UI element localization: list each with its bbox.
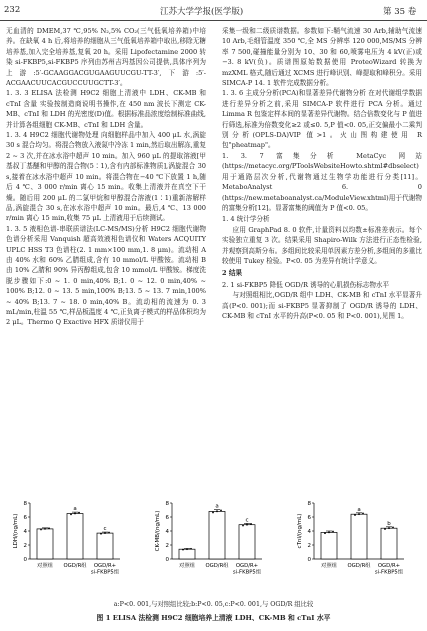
right-col-block-1: 1. 3. 6 主成分分析(PCA)和显著差异代谢物分析 在对代谢组学数据进行差异分析之前,采用 SIMCA-P 软件进行 PCA 分析。通过 Limma R 包鉴定样本间的显著差异代谢物。结合倍数变化与 P 值进行筛选,标准为倍数变化≥2 或≤0. 5,P 值<0. 05,正交偏最小二乘判别分析(OPLS-DA)VIP 值>1。火山图构建使用 R 包"pheatmap"。 bbox=[222, 89, 422, 150]
data-point bbox=[100, 533, 102, 535]
data-point bbox=[48, 527, 50, 529]
left-col-block-1: 1. 3. 3 ELISA 法检测 H9C2 细胞上清液中 LDH、CK-MB 和 cTnI 含量 实验按制造商说明书操作,在 450 nm 波长下测定 CK-MB、cTnI 和 LDH 的光密度(D)值。根据标准品浓度绘制标准曲线,并计算各组细胞 CK-MB、cTnI 和 LDH 含量。 bbox=[6, 89, 206, 129]
data-point bbox=[190, 548, 192, 550]
x-tick-label: 对照组 bbox=[179, 563, 195, 569]
right-col-block-3: 1. 4 统计学分析 bbox=[222, 215, 270, 224]
data-point bbox=[212, 512, 214, 514]
x-tick-label: si-FKBP5组 bbox=[232, 569, 262, 576]
data-point bbox=[388, 527, 390, 529]
bar bbox=[351, 514, 367, 559]
data-point bbox=[332, 531, 334, 533]
data-point bbox=[74, 513, 76, 515]
data-point bbox=[70, 513, 72, 515]
data-point bbox=[78, 512, 80, 514]
x-tick-label: OGD/R组 bbox=[347, 563, 371, 569]
y-tick-label: 2 bbox=[165, 543, 169, 549]
left-col-block-3: 1. 3. 5 液相色谱-串联质谱法(LC-MS/MS)分析 H9C2 细胞代谢物 色谱分析采用 Vanquish 超高效液相色谱仪和 Waters ACQUITY UPLC HSS T3 色谱柱(2. 1 mm×100 mm,1. 8 μm)。流动相 A 由 40% 水和 60% 乙腈组成,含有 10 mmol/L 甲酸铵。流动相 B 由 10% 乙腈和 90% 异丙醇组成,包含 10 mmol/L 甲酸铵。梯度洗脱步骤如下:0 ~ 1. 0 min,40% B;1. 0 ~ 12. 0 min,40% ~ 100% B;12. 0 ~ 13. 5 min,100% B;13. 5 ~ 13. 7 min,100% ~ 40% B;13. 7 ~ 18. 0 min,40% B。流动相的流速为 0. 3 mL/min,柱温 55 ℃,样品板温度 4 ℃,正负离子模式的样品体积均为 2 μL。Thermo Q Exactive HFX 质谱仪用于 bbox=[6, 224, 206, 327]
figure-footnote: a:P<0. 001,与对照组比较;b:P<0. 05,c:P<0. 001,与 OGD/R 组比较 bbox=[113, 601, 314, 608]
left-col-block-2: 1. 3. 4 H9C2 细胞代谢物处理 向细胞样品中加入 400 μL 水,涡旋 30 s 混合均匀。将混合物放入液氮中冷冻 1 min,然后取出解冻,重复 2 ~ 3 次,并在冰水浴中超声 10 min。加入 960 μL 的提取溶液[甲基叔丁基醚和甲醇的混合物(5∶1),含有内部标准物质],涡旋混合 30 s,接着在冰水浴中超声 10 min。将混合物在−40 ℃下放置 1 h,随后 4 ℃、3 000 r/min 离心 15 min。收集上清液并在真空下干燥。随后用 200 μL 的二氯甲烷和甲醇混合溶液(1∶1)重新溶解样品,涡旋混合 30 s,在冰水浴中超声 10 min。最后,4 ℃、13 000 r/min 离心 15 min,收集 75 μL 上清液用于后续测试。 bbox=[6, 131, 206, 223]
data-point bbox=[104, 532, 106, 534]
data-point bbox=[44, 528, 46, 530]
y-tick-label: 2 bbox=[23, 543, 27, 549]
left-column bbox=[6, 26, 206, 328]
y-axis-label: CK-MB/(ng/mL) bbox=[155, 510, 161, 552]
data-point bbox=[354, 514, 356, 516]
bar bbox=[209, 511, 225, 559]
data-point bbox=[186, 548, 188, 550]
bar bbox=[37, 529, 53, 559]
significance-mark: c bbox=[103, 526, 107, 533]
bar-charts bbox=[0, 495, 427, 599]
data-point bbox=[384, 528, 386, 530]
figure-1 bbox=[0, 495, 427, 631]
data-point bbox=[216, 511, 218, 513]
data-point bbox=[324, 532, 326, 534]
bar bbox=[381, 528, 397, 559]
right-col-block-2: 1. 3. 7 富集分析 MetaCyc 网站(https://metacyc.org/PToolsWebsiteHowto.shtml#dbselect)用于通路层次分析,代谢物通过生物学功能进行分类[11]。MetaboAnalyst 6. 0 (https://new.metaboanalyst.ca/ModuleView.xhtml)用于代谢物的富集分析[12]。显著富集的阈值为 P 值<0. 05。 bbox=[222, 151, 422, 212]
x-tick-label: OGD/R组 bbox=[63, 563, 87, 569]
bar bbox=[179, 549, 195, 559]
data-point bbox=[220, 509, 222, 511]
x-tick-label: OGD/R组 bbox=[205, 563, 229, 569]
significance-mark: c bbox=[245, 517, 249, 524]
page-number: 232 bbox=[4, 5, 21, 15]
y-tick-label: 4 bbox=[165, 529, 169, 535]
y-tick-label: 0 bbox=[307, 557, 311, 563]
data-point bbox=[392, 526, 394, 528]
y-axis-label: cTnI/(ng/mL) bbox=[297, 513, 303, 549]
data-point bbox=[362, 512, 364, 514]
right-col-block-0: 采集一级和二级质谱数据。参数如下:鞘气流速 30 Arb,辅助气流速 10 Arb,毛细管温度 350 ℃,全 MS 分辨率 120 000,MS/MS 分辨率 7 500,碰撞能量分别为 10、30 和 60,喷雾电压为 4 kV(正)或 −3. 8 kV(负)。质谱图原始数据使用 ProteoWizard 转换为 mzXML 格式,随后通过 XCMS 进行峰识别、峰提取和峰积分。采用 SIMCA-P 14. 1 软件完成数据分析。 bbox=[222, 27, 422, 88]
y-tick-label: 6 bbox=[23, 515, 27, 521]
y-tick-label: 0 bbox=[23, 557, 27, 563]
y-tick-label: 0 bbox=[165, 557, 169, 563]
y-tick-label: 8 bbox=[307, 501, 311, 507]
volume-number: 第 35 卷 bbox=[383, 7, 417, 17]
right-col-block-6: 2. 1 si-FKBP5 降低 OGD/R 诱导的心肌损伤标志物水平 bbox=[222, 280, 390, 289]
right-col-block-4: 应用 GraphPad 8. 0 软件,计量资料以均数±标准差表示。每个实验独立重复 3 次。结果采用 Shapiro-Wilk 方法进行正态性检验,并观察到高斯分布。多组间比较采用单因素方差分析,多组间的多重比较使用 Tukey 检验。P<0. 05 为差异有统计学意义。 bbox=[222, 225, 422, 265]
right-col-block-5: 2 结果 bbox=[222, 269, 243, 278]
data-point bbox=[246, 524, 248, 526]
y-tick-label: 6 bbox=[307, 515, 311, 521]
y-tick-label: 4 bbox=[23, 529, 27, 535]
x-tick-label: OGD/R+ bbox=[93, 563, 117, 569]
figure-caption: 图 1 ELISA 法检测 H9C2 细胞培养上清液 LDH、CK-MB 和 cTnI 水平 bbox=[96, 614, 331, 622]
data-point bbox=[242, 525, 244, 527]
y-tick-label: 8 bbox=[23, 501, 27, 507]
y-tick-label: 8 bbox=[165, 501, 169, 507]
bar bbox=[97, 533, 113, 559]
bar bbox=[239, 525, 255, 559]
significance-mark: a bbox=[215, 503, 219, 510]
x-tick-label: si-FKBP5组 bbox=[374, 569, 404, 576]
data-point bbox=[328, 532, 330, 534]
data-point bbox=[182, 549, 184, 551]
right-column bbox=[222, 26, 422, 321]
bar bbox=[67, 514, 83, 560]
significance-mark: a bbox=[357, 506, 361, 513]
y-axis-label: LDH/(ng/mL) bbox=[13, 513, 19, 549]
data-point bbox=[250, 523, 252, 525]
x-tick-label: si-FKBP5组 bbox=[90, 569, 120, 576]
page-header bbox=[0, 0, 427, 21]
bar bbox=[321, 532, 337, 559]
x-tick-label: 对照组 bbox=[37, 563, 53, 569]
x-tick-label: OGD/R+ bbox=[377, 563, 401, 569]
data-point bbox=[108, 532, 110, 534]
x-tick-label: OGD/R+ bbox=[235, 563, 259, 569]
significance-mark: a bbox=[73, 506, 77, 513]
journal-title: 江苏大学学报(医学版) bbox=[160, 7, 244, 17]
right-col-block-7: 与对照组相比,OGD/R 组中 LDH、CK-MB 和 cTnI 水平显著升高(P<0. 001);而 si-FKBP5 显著抑制了 OGD/R 诱导的 LDH、CK-MB 和 cTnI 水平的升高(P<0. 05 和 P<0. 001),见图 1。 bbox=[222, 291, 422, 320]
left-col-block-0: 无血清的 DMEM,37 ℃,95% N₂,5% CO₂(三气低氧培养箱)中培养。在缺氧 4 h 后,将培养的细胞从三气低氧培养箱中取出,移除无糖培养基,加入完全培养基,复氧 20 h。采用 Lipofectamine 2000 转染 si-FKBP5,si-FKBP5 序列由苏州吉玛基因公司提供,具体序列为上游:5′-GCAAGGACGUGAAGUUCGU-TT-3′,下游:5′-ACGAACUUCACGUCCUUGCTT-3′。 bbox=[6, 27, 206, 88]
significance-mark: b bbox=[387, 520, 391, 527]
x-tick-label: 对照组 bbox=[321, 563, 337, 569]
y-tick-label: 4 bbox=[307, 529, 311, 535]
y-tick-label: 2 bbox=[307, 543, 311, 549]
y-tick-label: 6 bbox=[165, 515, 169, 521]
data-point bbox=[40, 529, 42, 531]
data-point bbox=[358, 513, 360, 515]
